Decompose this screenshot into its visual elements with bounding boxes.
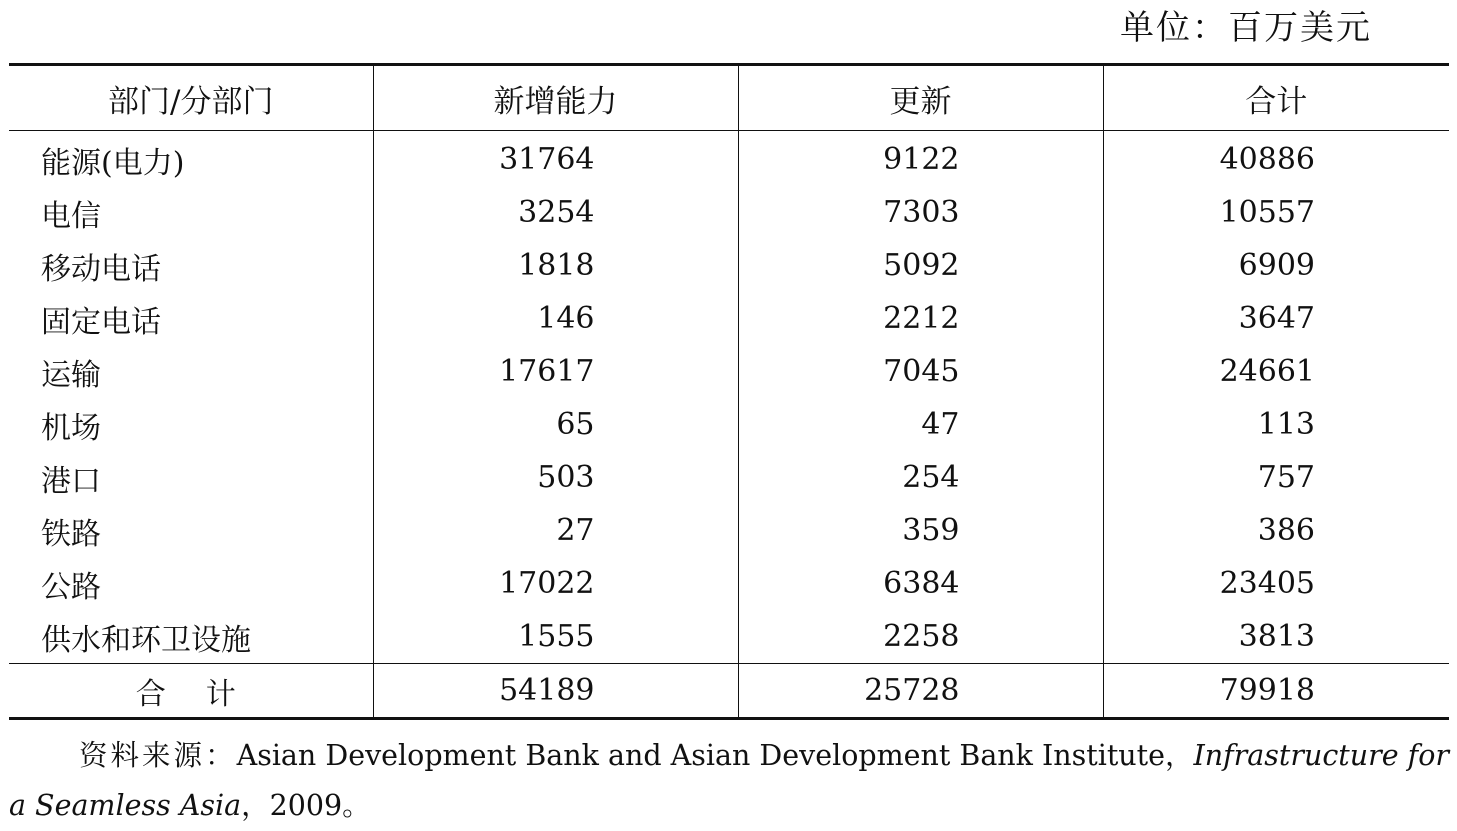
new-capacity-cell: 503 (373, 451, 738, 504)
new-capacity-cell: 3254 (373, 186, 738, 239)
new-capacity-cell: 31764 (373, 131, 738, 187)
column-header-new-capacity: 新增能力 (373, 65, 738, 131)
total-cell: 23405 (1103, 557, 1449, 610)
total-renewal-cell: 25728 (738, 664, 1103, 719)
renewal-cell: 5092 (738, 239, 1103, 292)
renewal-cell: 9122 (738, 131, 1103, 187)
unit-label: 单位：百万美元 (1120, 8, 1372, 48)
table-row (9, 239, 1449, 292)
source-year: ，2009。 (241, 789, 371, 822)
sector-cell: 固定电话 (41, 304, 161, 340)
source-label: 资料来源： (79, 739, 237, 772)
grand-total-cell: 79918 (1103, 664, 1449, 719)
renewal-cell: 7303 (738, 186, 1103, 239)
column-header-sector: 部门/分部门 (108, 83, 274, 120)
new-capacity-cell: 1818 (373, 239, 738, 292)
total-cell: 113 (1103, 398, 1449, 451)
new-capacity-cell: 27 (373, 504, 738, 557)
total-new-capacity-cell: 54189 (373, 664, 738, 719)
total-cell: 3813 (1103, 610, 1449, 664)
table-row (9, 451, 1449, 504)
column-header-total: 合计 (1103, 65, 1449, 131)
total-cell: 10557 (1103, 186, 1449, 239)
renewal-cell: 7045 (738, 345, 1103, 398)
table-row (9, 557, 1449, 610)
total-row (9, 664, 1449, 719)
total-cell: 3647 (1103, 292, 1449, 345)
new-capacity-cell: 1555 (373, 610, 738, 664)
total-cell: 757 (1103, 451, 1449, 504)
source-text: Asian Development Bank and Asian Development Bank Institute， (236, 739, 1194, 772)
table-header-row (9, 65, 1449, 131)
column-header-renewal: 更新 (738, 65, 1103, 131)
new-capacity-cell: 17617 (373, 345, 738, 398)
investment-table (9, 63, 1449, 720)
sector-cell: 机场 (41, 410, 101, 446)
source-title: Infrastructure for a Seamless Asia (9, 739, 1450, 822)
total-cell: 40886 (1103, 131, 1449, 187)
renewal-cell: 254 (738, 451, 1103, 504)
sector-cell: 港口 (41, 463, 101, 499)
table-row (9, 398, 1449, 451)
total-cell: 386 (1103, 504, 1449, 557)
table-row (9, 131, 1449, 187)
total-cell: 24661 (1103, 345, 1449, 398)
new-capacity-cell: 146 (373, 292, 738, 345)
table-row (9, 504, 1449, 557)
sector-cell: 供水和环卫设施 (41, 622, 251, 658)
table-row (9, 610, 1449, 664)
total-row-label: 合计 (135, 676, 276, 712)
renewal-cell: 2258 (738, 610, 1103, 664)
new-capacity-cell: 17022 (373, 557, 738, 610)
table-row (9, 292, 1449, 345)
sector-cell: 运输 (41, 357, 101, 393)
total-cell: 6909 (1103, 239, 1449, 292)
sector-cell: 能源(电力) (41, 145, 185, 181)
renewal-cell: 2212 (738, 292, 1103, 345)
table-row (9, 345, 1449, 398)
sector-cell: 电信 (41, 198, 101, 234)
sector-cell: 公路 (41, 569, 101, 605)
table-row (9, 186, 1449, 239)
sector-cell: 铁路 (41, 516, 101, 552)
new-capacity-cell: 65 (373, 398, 738, 451)
renewal-cell: 47 (738, 398, 1103, 451)
sector-cell: 移动电话 (41, 251, 161, 287)
renewal-cell: 6384 (738, 557, 1103, 610)
renewal-cell: 359 (738, 504, 1103, 557)
source-note (9, 731, 1449, 831)
